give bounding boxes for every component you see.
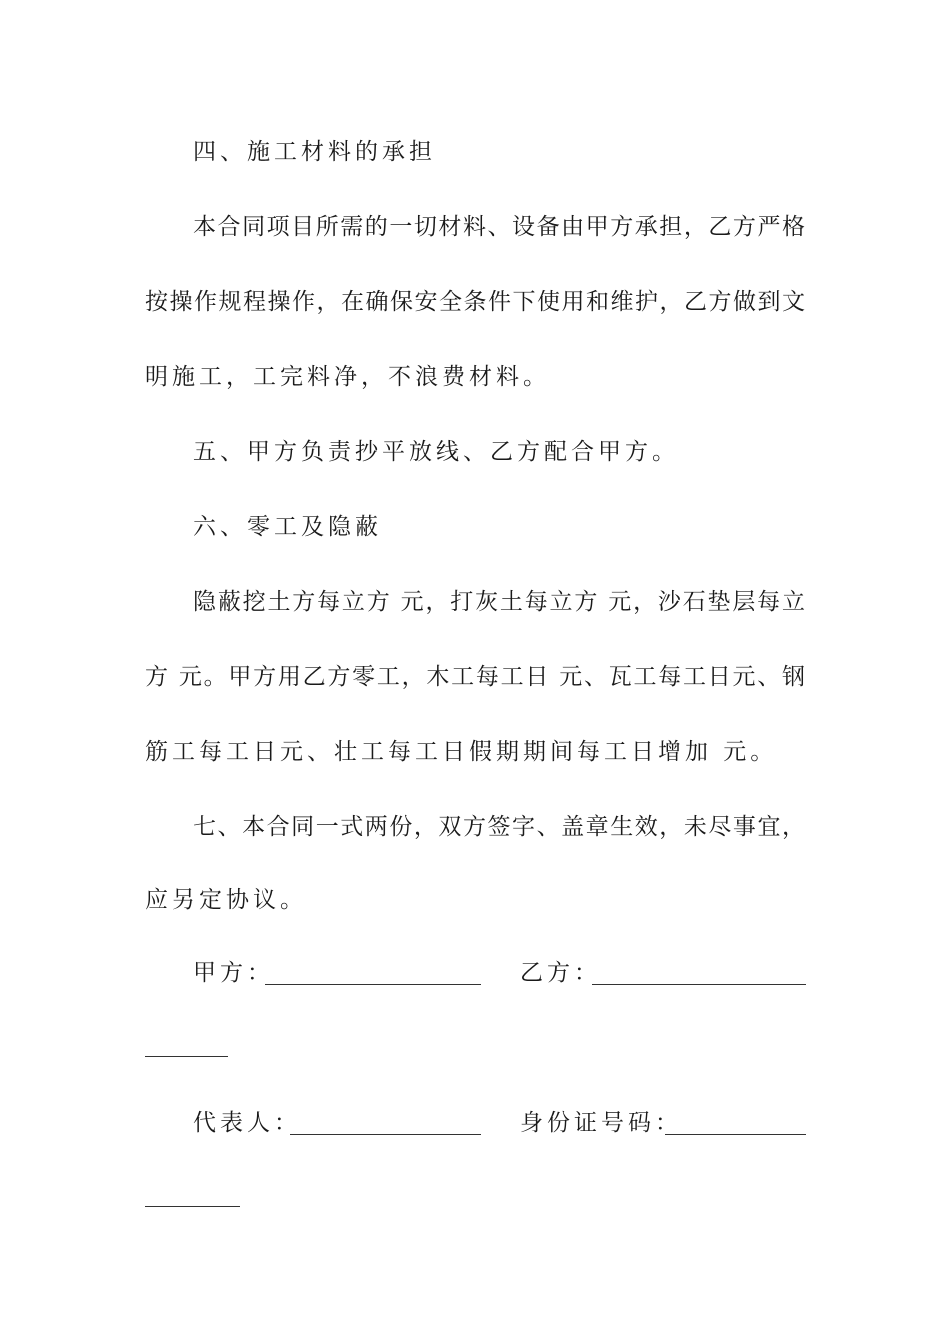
section-4-paragraph-line: 按操作规程操作，在确保安全条件下使用和维护，乙方做到文 [145, 289, 805, 315]
section-6-paragraph-line: 方 元。甲方用乙方零工，木工每工日 元、瓦工每工日元、钢 [145, 664, 805, 690]
section-4-heading: 四、施工材料的承担 [193, 139, 436, 165]
representative-signature-line[interactable] [290, 1134, 481, 1135]
party-a-label: 甲方： [193, 960, 274, 986]
section-5-heading: 五、甲方负责抄平放线、乙方配合甲方。 [193, 439, 679, 465]
party-b-signature-line[interactable] [592, 984, 806, 985]
section-7-paragraph-line: 应另定协议。 [145, 887, 307, 913]
section-4-paragraph-line: 本合同项目所需的一切材料、设备由甲方承担，乙方严格 [193, 214, 805, 240]
section-6-heading: 六、零工及隐蔽 [193, 514, 382, 540]
section-6-paragraph-line: 隐蔽挖土方每立方 元，打灰土每立方 元，沙石垫层每立 [193, 589, 805, 615]
party-b-label: 乙方： [520, 960, 601, 986]
id-number-label: 身份证号码： [520, 1110, 682, 1136]
section-6-paragraph-line: 筋工每工日元、壮工每工日假期期间每工日增加 元。 [145, 739, 778, 765]
party-b-signature-line-continuation [145, 1056, 228, 1057]
section-7-paragraph-line: 七、本合同一式两份，双方签字、盖章生效，未尽事宜， [193, 814, 805, 840]
representative-label: 代表人： [193, 1110, 301, 1136]
id-number-line-continuation [145, 1206, 240, 1207]
section-4-paragraph-line: 明施工，工完料净，不浪费材料。 [145, 364, 550, 390]
id-number-line[interactable] [665, 1134, 806, 1135]
party-a-signature-line[interactable] [265, 984, 481, 985]
